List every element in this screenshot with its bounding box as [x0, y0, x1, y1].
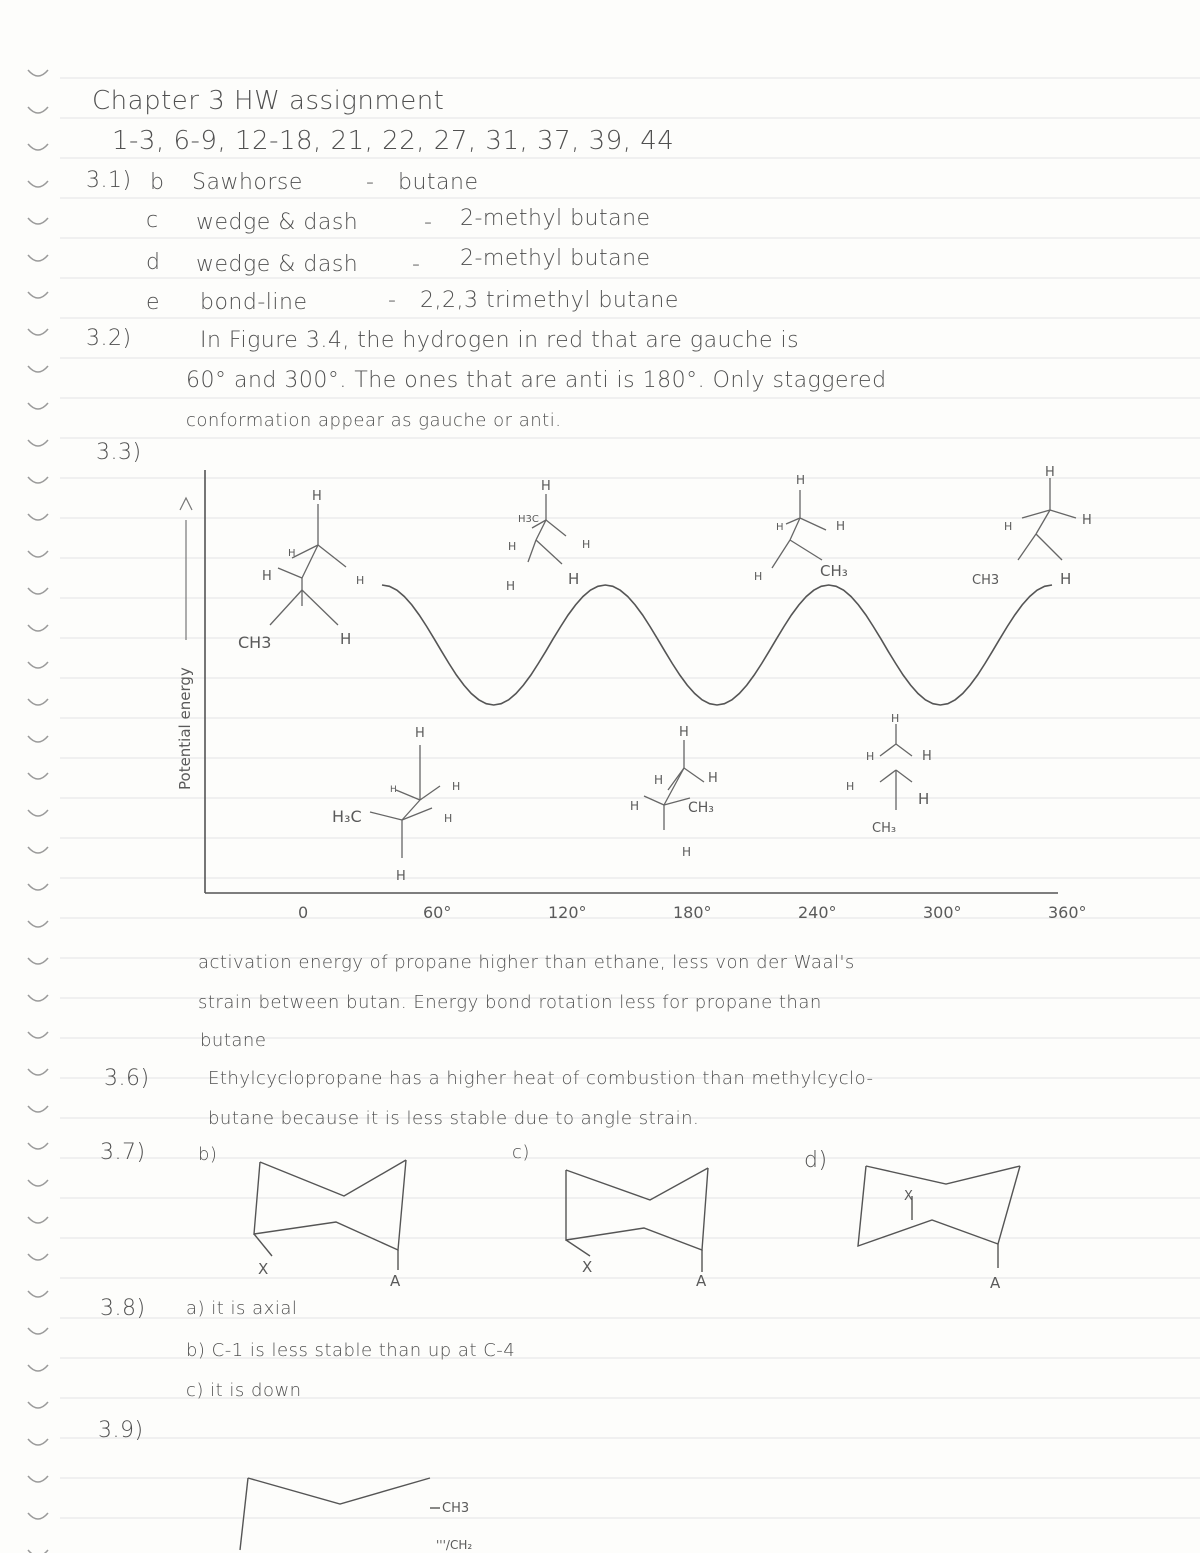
q31-number: 3.1): [86, 168, 132, 193]
n4-h-left: H: [654, 773, 664, 787]
q38-a: a) it is axial: [186, 1298, 298, 1319]
chair-c-a: A: [696, 1272, 707, 1290]
n2-h-right1: H: [452, 780, 461, 793]
q31-b-letter: b: [150, 170, 165, 195]
n1-h-right: H: [356, 574, 365, 587]
n4-h-bl: H: [630, 799, 640, 813]
chair-39: [240, 1478, 440, 1550]
q31-d-name: 2-methyl butane: [460, 246, 651, 271]
n2-h-right2: H: [444, 812, 453, 825]
chair-39-ch2: '''/CH₂: [436, 1538, 473, 1552]
chair-b: [254, 1160, 406, 1270]
n4-ch3: CH₃: [688, 800, 714, 816]
problem-list: 1-3, 6-9, 12-18, 21, 22, 27, 31, 37, 39, 44: [112, 126, 675, 156]
n2-h-small: H: [390, 785, 397, 795]
n3-h-right: H: [582, 538, 591, 551]
chair-c-x: X: [582, 1258, 593, 1276]
n6-h-r1: H: [922, 749, 932, 764]
n7-h-left: H: [1004, 520, 1013, 533]
n4-h-top: H: [679, 725, 689, 740]
q31-b-name: butane: [398, 170, 479, 195]
x-tick-label: 300°: [923, 903, 962, 922]
q31-e-style: bond-line: [200, 290, 308, 315]
q37-c-label: c): [512, 1142, 530, 1163]
n7-h-br: H: [1060, 570, 1072, 588]
q38-c: c) it is down: [186, 1380, 302, 1401]
n7-ch3: CH3: [972, 573, 1000, 588]
q37-b-label: b): [198, 1144, 218, 1165]
q33-note-line2: strain between butan. Energy bond rotation less for propane than: [198, 992, 822, 1013]
q33-number: 3.3): [96, 440, 142, 465]
n2-h-bottom: H: [396, 869, 406, 884]
chair-d-a: A: [990, 1274, 1001, 1292]
chair-d-x: X: [904, 1189, 913, 1204]
q37-d-label: d): [804, 1148, 828, 1173]
n5-ch3: CH₃: [820, 562, 848, 580]
q39-number: 3.9): [98, 1418, 144, 1443]
n2-h-top: H: [415, 726, 425, 741]
q31-e-letter: e: [146, 290, 161, 315]
n5-h-left: H: [754, 570, 763, 583]
n6-h-top: H: [891, 712, 900, 725]
n3-h-top: H: [541, 479, 551, 494]
n3-h3c: H3C: [518, 514, 539, 525]
n1-h-small: H: [288, 548, 296, 559]
q36-number: 3.6): [104, 1066, 150, 1091]
q33-note-line3: butane: [200, 1030, 267, 1051]
q31-e-dash: -: [388, 288, 397, 313]
n7-h-top: H: [1045, 465, 1055, 480]
chair-c: [566, 1168, 708, 1272]
n4-h-right: H: [708, 771, 718, 786]
q31-d-dash: -: [412, 252, 421, 277]
q32-line2: 60° and 300°. The ones that are anti is 180°. Only staggered: [186, 368, 887, 393]
q36-line2: butane because it is less stable due to angle strain.: [208, 1108, 700, 1129]
n5-h-right: H: [836, 519, 846, 533]
q33-note-line1: activation energy of propane higher than ethane, less von der Waal's: [198, 952, 855, 973]
q31-b-dash: -: [366, 170, 375, 195]
q31-b-style: Sawhorse: [192, 170, 303, 195]
x-tick-label: 360°: [1048, 903, 1087, 922]
x-tick-label: 0: [298, 903, 309, 922]
n1-ch3: CH3: [238, 633, 272, 652]
chair-39-ch3: CH3: [442, 1501, 470, 1516]
q31-d-letter: d: [146, 250, 161, 275]
q37-number: 3.7): [100, 1140, 146, 1165]
x-tick-label: 120°: [548, 903, 587, 922]
n3-h-br: H: [568, 570, 580, 588]
n3-h-bl: H: [506, 579, 516, 593]
n5-h-top: H: [796, 473, 806, 487]
n4-h-bottom: H: [682, 845, 692, 859]
q31-c-name: 2-methyl butane: [460, 206, 651, 231]
x-tick-label: 240°: [798, 903, 837, 922]
q31-e-name: 2,2,3 trimethyl butane: [420, 288, 679, 313]
n6-ch3: CH₃: [872, 821, 897, 836]
q32-line3: conformation appear as gauche or anti.: [186, 410, 562, 431]
n2-h3c: H₃C: [332, 807, 362, 826]
q31-d-style: wedge & dash: [196, 252, 359, 277]
chair-b-a: A: [390, 1272, 401, 1290]
n7-h-right: H: [1082, 513, 1092, 528]
q38-b: b) C-1 is less stable than up at C-4: [186, 1340, 516, 1361]
n1-h-bottom: H: [340, 630, 352, 648]
q36-line1: Ethylcyclopropane has a higher heat of combustion than methylcyclo-: [208, 1068, 874, 1089]
chair-d: [858, 1166, 1020, 1268]
chair-b-x: X: [258, 1260, 269, 1278]
q31-c-dash: -: [424, 210, 433, 235]
n5-h-small: H: [776, 522, 784, 533]
y-axis-label: Potential energy: [176, 667, 194, 790]
q32-line1: In Figure 3.4, the hydrogen in red that are gauche is: [200, 328, 800, 353]
n3-h-left: H: [508, 540, 517, 553]
page-title: Chapter 3 HW assignment: [92, 86, 445, 116]
n6-h-l2: H: [846, 780, 855, 793]
n6-h-l1: H: [866, 750, 875, 763]
x-tick-label: 180°: [673, 903, 712, 922]
q31-c-letter: c: [146, 208, 159, 233]
n6-h-r2: H: [918, 790, 930, 808]
n1-h-top: H: [312, 489, 322, 504]
x-tick-label: 60°: [423, 903, 452, 922]
q32-number: 3.2): [86, 326, 132, 351]
n1-h-left: H: [262, 569, 272, 584]
q31-c-style: wedge & dash: [196, 210, 359, 235]
q38-number: 3.8): [100, 1296, 146, 1321]
